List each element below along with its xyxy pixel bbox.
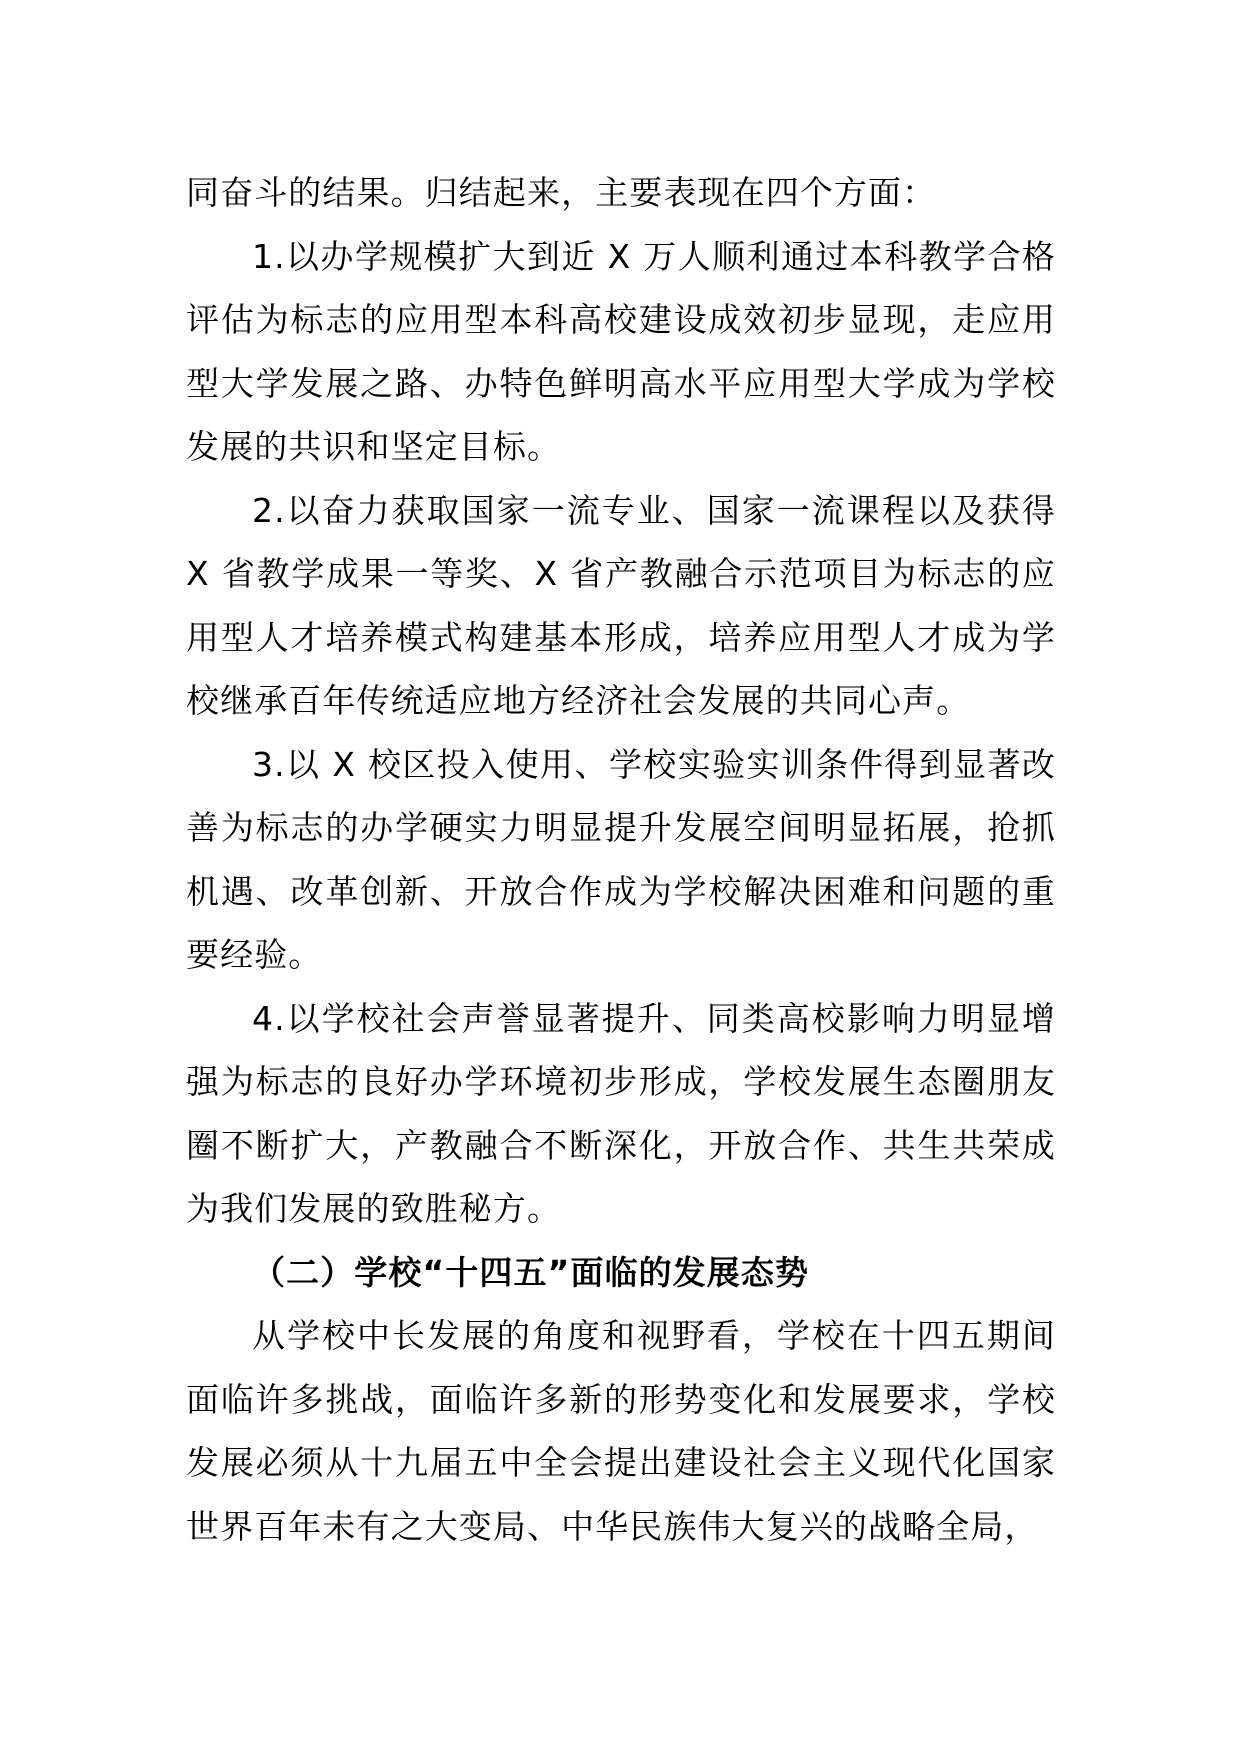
paragraph-intro-continuation: 同奋斗的结果。归结起来，主要表现在四个方面： <box>186 173 937 212</box>
body-text <box>186 161 1056 1558</box>
paragraph-point-4: 4.以学校社会声誉显著提升、同类高校影响力明显增强为标志的良好办学环境初步形成，学校发展生态圈朋友圈不断扩大，产教融合不断深化，开放合作、共生共荣成为我们发展的致胜秘方。 <box>186 998 1056 1228</box>
section-heading: （二）学校“十四五”面临的发展态势 <box>252 1252 810 1292</box>
paragraph-point-3: 3.以 X 校区投入使用、学校实验实训条件得到显著改善为标志的办学硬实力明显提升发展空间明显拓展，抢抓机遇、改革创新、开放合作成为学校解决困难和问题的重要经验。 <box>186 744 1056 974</box>
paragraph-point-2: 2.以奋力获取国家一流专业、国家一流课程以及获得 X 省教学成果一等奖、X 省产教融合示范项目为标志的应用型人才培养模式构建基本形成，培养应用型人才成为学校继承百年传统适应地方经济社会发展的共同心声。 <box>186 490 1056 720</box>
paragraph-development-situation: 从学校中长发展的角度和视野看，学校在十四五期间面临许多挑战，面临许多新的形势变化和发展要求，学校发展必须从十九届五中全会提出建设社会主义现代化国家世界百年未有之大变局、中华民族伟大复兴的战略全局， <box>186 1316 1056 1546</box>
paragraph-point-1: 1.以办学规模扩大到近 X 万人顺利通过本科教学合格评估为标志的应用型本科高校建设成效初步显现，走应用型大学发展之路、办特色鲜明高水平应用型大学成为学校发展的共识和坚定目标。 <box>186 236 1056 466</box>
